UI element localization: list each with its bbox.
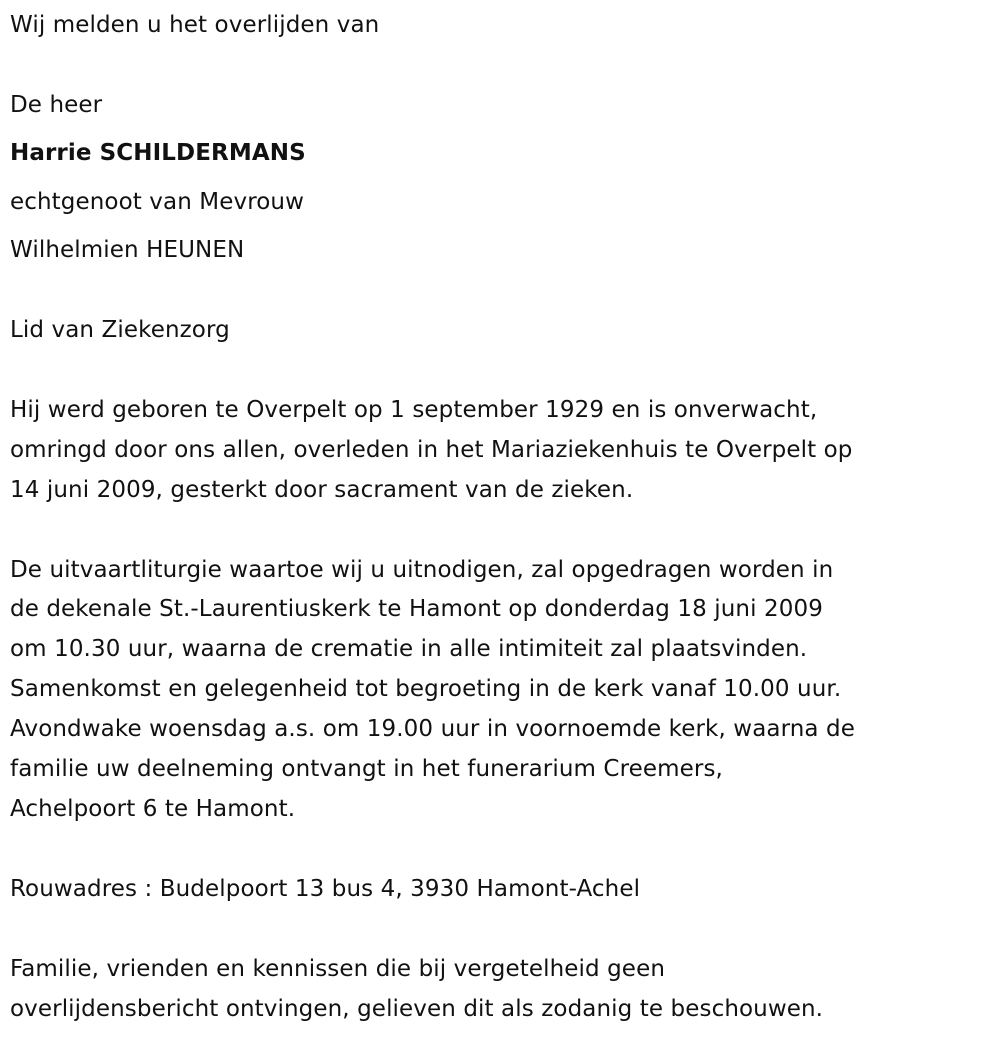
paragraph-line: De uitvaartliturgie waartoe wij u uitnodigen, zal opgedragen worden in <box>10 557 834 583</box>
paragraph-line: Samenkomst en gelegenheid tot begroeting in de kerk vanaf 10.00 uur. <box>10 676 842 702</box>
mourning-address: Rouwadres : Budelpoort 13 bus 4, 3930 Hamont-Achel <box>10 876 641 902</box>
paragraph-line: 14 juni 2009, gesterkt door sacrament van de zieken. <box>10 477 634 503</box>
paragraph-line: overlijdensbericht ontvingen, gelieven dit als zodanig te beschouwen. <box>10 996 824 1022</box>
paragraph-line: omringd door ons allen, overleden in het Mariaziekenhuis te Overpelt op <box>10 437 853 463</box>
membership: Lid van Ziekenzorg <box>10 317 230 343</box>
paragraph-line: familie uw deelneming ontvangt in het funerarium Creemers, <box>10 756 723 782</box>
paragraph-line: om 10.30 uur, waarna de crematie in alle intimiteit zal plaatsvinden. <box>10 636 808 662</box>
intro-line: Wij melden u het overlijden van <box>10 12 380 38</box>
paragraph-line: Avondwake woensdag a.s. om 19.00 uur in voornoemde kerk, waarna de <box>10 716 855 742</box>
deceased-name: Harrie SCHILDERMANS <box>10 140 306 166</box>
paragraph-line: Achelpoort 6 te Hamont. <box>10 796 296 822</box>
paragraph-line: Hij werd geboren te Overpelt op 1 september 1929 en is onverwacht, <box>10 397 818 423</box>
paragraph-line: de dekenale St.-Laurentiuskerk te Hamont op donderdag 18 juni 2009 <box>10 596 823 622</box>
spouse-label: echtgenoot van Mevrouw <box>10 189 305 215</box>
title: De heer <box>10 92 103 118</box>
spouse-name: Wilhelmien HEUNEN <box>10 237 245 263</box>
paragraph-line: Familie, vrienden en kennissen die bij vergetelheid geen <box>10 956 665 982</box>
